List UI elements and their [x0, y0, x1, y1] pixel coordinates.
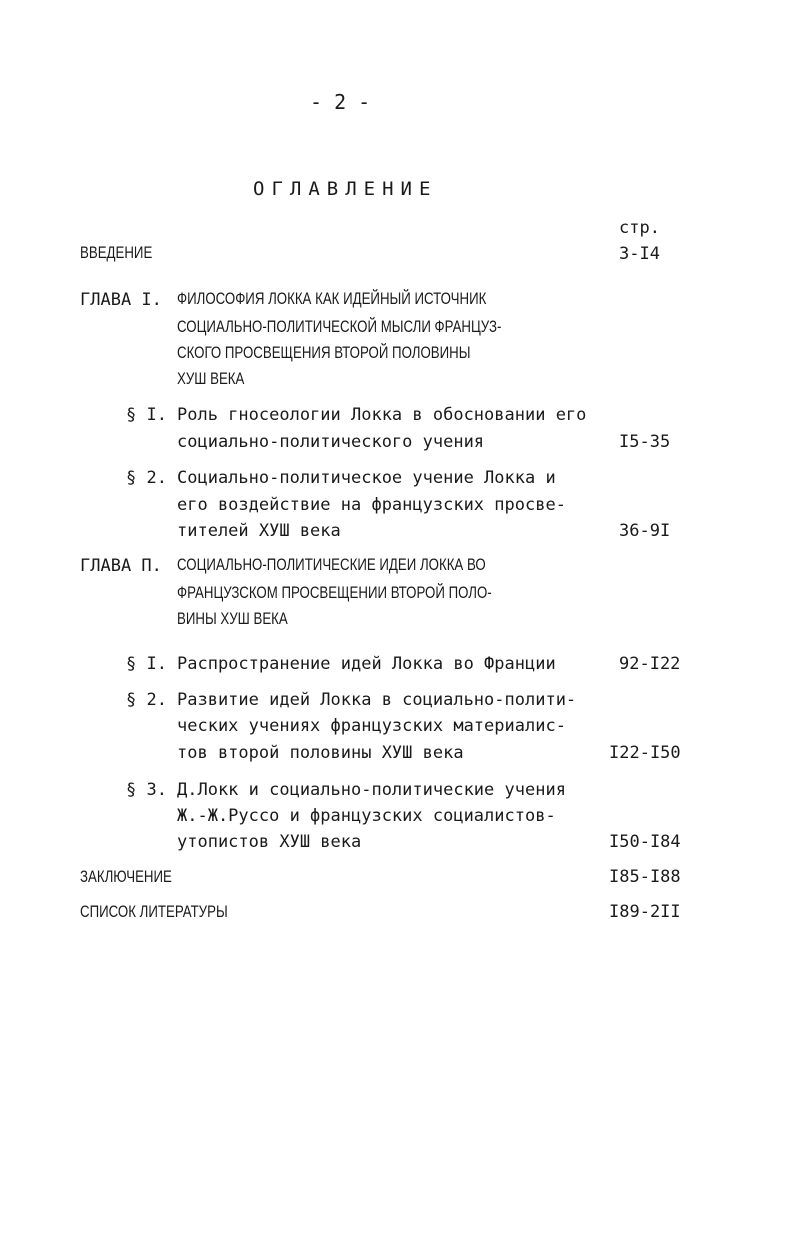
chapter2-section3-pages: I50-I84 [609, 832, 681, 852]
toc-conclusion-pages: I85-I88 [609, 867, 681, 887]
chapter1-label: ГЛАВА I. [80, 290, 162, 310]
chapter2-title-line: ФРАНЦУЗСКОМ ПРОСВЕЩЕНИИ ВТОРОЙ ПОЛО- [177, 583, 492, 602]
chapter2-section3-line: Д.Локк и социально-политические учения [177, 780, 566, 800]
chapter2-section3-line: Ж.-Ж.Руссо и французских социалистов- [177, 806, 556, 826]
chapter2-title-line: СОЦИАЛЬНО-ПОЛИТИЧЕСКИЕ ИДЕИ ЛОККА ВО [177, 555, 486, 574]
chapter1-section2-pages: 36-9I [619, 521, 671, 541]
chapter1-section1-line: Роль гносеологии Локка в обосновании его [177, 405, 587, 425]
chapter1-section1-pages: I5-35 [619, 432, 671, 452]
chapter1-section2-line: его воздействие на французских просве- [177, 495, 566, 515]
toc-bibliography-label: СПИСОК ЛИТЕРАТУРЫ [80, 902, 228, 921]
chapter1-section2-number: § 2. [126, 468, 167, 488]
chapter1-title-line: ХУШ ВЕКА [177, 369, 245, 388]
chapter2-section2-number: § 2. [126, 690, 167, 710]
chapter2-section3-line: утопистов ХУШ века [177, 832, 362, 852]
chapter1-section1-number: § I. [126, 405, 167, 425]
chapter2-section3-number: § 3. [126, 780, 167, 800]
pages-column-header: стр. [619, 218, 660, 238]
chapter1-title-line: СОЦИАЛЬНО-ПОЛИТИЧЕСКОЙ МЫСЛИ ФРАНЦУЗ- [177, 317, 502, 336]
chapter2-section1-line: Распространение идей Локка во Франции [177, 654, 556, 674]
page-title: ОГЛАВЛЕНИЕ [253, 178, 438, 200]
toc-introduction-pages: 3-I4 [619, 244, 660, 264]
chapter2-section2-pages: I22-I50 [609, 743, 681, 763]
chapter1-section2-line: Социально-политическое учение Локка и [177, 468, 556, 488]
page-number: - 2 - [310, 90, 371, 114]
toc-introduction-label: ВВЕДЕНИЕ [80, 243, 153, 262]
chapter2-section1-number: § I. [126, 654, 167, 674]
chapter1-section1-line: социально-политического учения [177, 432, 485, 452]
chapter2-section2-line: ческих учениях французских материалис- [177, 716, 566, 736]
toc-conclusion-label: ЗАКЛЮЧЕНИЕ [80, 867, 172, 886]
chapter2-title-line: ВИНЫ ХУШ ВЕКА [177, 609, 288, 628]
toc-bibliography-pages: I89-2II [609, 902, 681, 922]
chapter2-section2-line: Развитие идей Локка в социально-полити- [177, 690, 577, 710]
chapter1-title-line: ФИЛОСОФИЯ ЛОККА КАК ИДЕЙНЫЙ ИСТОЧНИК [177, 289, 487, 308]
chapter2-label: ГЛАВА П. [80, 556, 162, 576]
chapter1-section2-line: тителей ХУШ века [177, 521, 341, 541]
chapter2-section2-line: тов второй половины ХУШ века [177, 743, 464, 763]
chapter2-section1-pages: 92-I22 [619, 654, 681, 674]
chapter1-title-line: СКОГО ПРОСВЕЩЕНИЯ ВТОРОЙ ПОЛОВИНЫ [177, 343, 471, 362]
